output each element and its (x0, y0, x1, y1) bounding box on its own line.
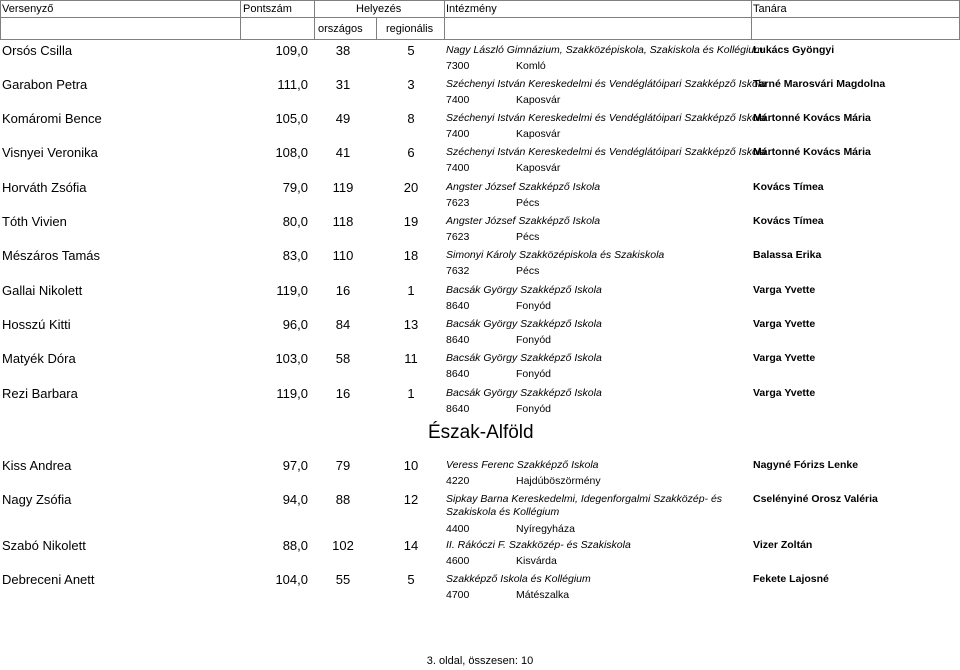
competitor-name: Visnyei Veronika (2, 145, 98, 160)
teacher-name: Vizer Zoltán (753, 539, 813, 551)
regional-rank: 3 (407, 77, 415, 92)
national-rank: 58 (335, 351, 351, 366)
regional-rank: 1 (407, 386, 415, 401)
table-row (0, 281, 960, 315)
postal-code: 7400 (446, 94, 470, 106)
table-row (0, 315, 960, 349)
points-value: 105,0 (275, 111, 308, 126)
competitor-name: Debreceni Anett (2, 572, 95, 587)
city-name: Pécs (516, 265, 540, 277)
national-rank: 84 (335, 317, 351, 332)
header-divider (751, 0, 752, 40)
header-divider (314, 0, 315, 40)
points-value: 80,0 (282, 214, 308, 229)
postal-code: 4600 (446, 555, 470, 567)
points-value: 88,0 (282, 538, 308, 553)
table-row (0, 349, 960, 383)
national-rank: 88 (335, 492, 351, 507)
national-rank: 16 (335, 386, 351, 401)
city-name: Kaposvár (516, 94, 561, 106)
header-divider (444, 0, 445, 40)
points-value: 83,0 (282, 248, 308, 263)
competitor-name: Gallai Nikolett (2, 283, 83, 298)
national-rank: 118 (332, 214, 354, 229)
city-name: Komló (516, 60, 546, 72)
national-rank: 79 (335, 458, 351, 473)
school-name: Angster József Szakképző Iskola (446, 181, 601, 193)
national-rank: 16 (335, 283, 351, 298)
points-value: 111,0 (277, 77, 308, 92)
page-footer: 3. oldal, összesen: 10 (426, 655, 534, 667)
school-name: Angster József Szakképző Iskola (446, 215, 601, 227)
school-name: Szakképző Iskola és Kollégium (446, 573, 591, 585)
regional-rank: 11 (404, 351, 418, 366)
header-divider (376, 18, 377, 40)
regional-rank: 6 (407, 145, 415, 160)
teacher-name: Varga Yvette (753, 387, 816, 399)
header-divider (240, 0, 241, 40)
city-name: Pécs (516, 197, 540, 209)
city-name: Fonyód (516, 334, 552, 346)
school-name: Simonyi Károly Szakközépiskola és Szakiskola (446, 249, 665, 261)
city-name: Fonyód (516, 403, 552, 415)
teacher-name: Cselényiné Orosz Valéria (753, 493, 878, 505)
region-heading: Észak-Alföld (428, 422, 534, 443)
city-name: Mátészalka (516, 589, 570, 601)
postal-code: 7632 (446, 265, 470, 277)
table-row (0, 109, 960, 143)
school-name: Bacsák György Szakképző Iskola (446, 352, 602, 364)
postal-code: 7300 (446, 60, 470, 72)
school-name: Széchenyi István Kereskedelmi és Vendéglátóipari Szakképző Iskola (446, 146, 767, 158)
postal-code: 8640 (446, 300, 470, 312)
national-rank: 102 (332, 538, 354, 553)
postal-code: 4700 (446, 589, 470, 601)
national-rank: 31 (335, 77, 351, 92)
competitor-name: Hosszú Kitti (2, 317, 71, 332)
competitor-name: Horváth Zsófia (2, 180, 87, 195)
teacher-name: Mártonné Kovács Mária (753, 146, 871, 158)
header-top-border (0, 0, 960, 1)
table-row (0, 212, 960, 246)
competitor-name: Garabon Petra (2, 77, 88, 92)
regional-rank: 12 (403, 492, 419, 507)
table-row (0, 456, 960, 490)
header-institution: Intézmény (446, 3, 497, 15)
points-value: 97,0 (282, 458, 308, 473)
school-name: Veress Ferenc Szakképző Iskola (446, 459, 599, 471)
teacher-name: Kovács Tímea (753, 181, 824, 193)
teacher-name: Kovács Tímea (753, 215, 824, 227)
header-national: országos (318, 23, 363, 35)
teacher-name: Fekete Lajosné (753, 573, 829, 585)
table-row (0, 384, 960, 418)
competitor-name: Komáromi Bence (2, 111, 102, 126)
city-name: Pécs (516, 231, 540, 243)
regional-rank: 13 (403, 317, 419, 332)
competitor-name: Szabó Nikolett (2, 538, 86, 553)
regional-rank: 14 (403, 538, 419, 553)
national-rank: 38 (335, 43, 351, 58)
table-row (0, 178, 960, 212)
school-name: Széchenyi István Kereskedelmi és Vendéglátóipari Szakképző Iskola (446, 78, 767, 90)
teacher-name: Nagyné Fórizs Lenke (753, 459, 859, 471)
postal-code: 7623 (446, 231, 470, 243)
points-value: 119,0 (276, 283, 308, 298)
school-name: Nagy László Gimnázium, Szakközépiskola, Szakiskola és Kollégium (446, 44, 763, 56)
table-row (0, 41, 960, 75)
city-name: Kaposvár (516, 162, 561, 174)
regional-rank: 18 (403, 248, 419, 263)
points-value: 79,0 (282, 180, 308, 195)
postal-code: 7400 (446, 128, 470, 140)
postal-code: 7623 (446, 197, 470, 209)
points-value: 109,0 (275, 43, 308, 58)
regional-rank: 20 (403, 180, 419, 195)
table-row (0, 490, 960, 538)
city-name: Hajdúböszörmény (516, 475, 601, 487)
school-name: Bacsák György Szakképző Iskola (446, 318, 602, 330)
school-name: Bacsák György Szakképző Iskola (446, 284, 602, 296)
postal-code: 8640 (446, 368, 470, 380)
teacher-name: Lukács Gyöngyi (753, 44, 835, 56)
header-rank: Helyezés (356, 3, 402, 15)
regional-rank: 10 (403, 458, 419, 473)
teacher-name: Tarné Marosvári Magdolna (753, 78, 886, 90)
header-middle-border (0, 17, 960, 18)
regional-rank: 5 (407, 572, 415, 587)
postal-code: 7400 (446, 162, 470, 174)
competitor-name: Nagy Zsófia (2, 492, 72, 507)
points-value: 103,0 (275, 351, 308, 366)
header-competitor: Versenyző (2, 3, 54, 15)
teacher-name: Varga Yvette (753, 318, 816, 330)
regional-rank: 8 (407, 111, 415, 126)
city-name: Fonyód (516, 368, 552, 380)
header-bottom-border (0, 39, 960, 40)
table-row (0, 570, 960, 604)
national-rank: 41 (335, 145, 351, 160)
points-value: 119,0 (276, 386, 308, 401)
header-points: Pontszám (243, 3, 292, 15)
points-value: 104,0 (275, 572, 308, 587)
school-name: II. Rákóczi F. Szakközép- és Szakiskola (446, 539, 631, 551)
points-value: 96,0 (282, 317, 308, 332)
competitor-name: Kiss Andrea (2, 458, 72, 473)
points-value: 108,0 (275, 145, 308, 160)
header-teacher: Tanára (753, 3, 787, 15)
competitor-name: Mészáros Tamás (2, 248, 101, 263)
postal-code: 8640 (446, 334, 470, 346)
city-name: Kaposvár (516, 128, 561, 140)
competitor-name: Matyék Dóra (2, 351, 76, 366)
teacher-name: Varga Yvette (753, 352, 816, 364)
regional-rank: 19 (403, 214, 419, 229)
table-row (0, 246, 960, 280)
school-name: Széchenyi István Kereskedelmi és Vendéglátóipari Szakképző Iskola (446, 112, 767, 124)
school-name: Sipkay Barna Kereskedelmi, Idegenforgalmi Szakközép- és Szakiskola és Kollégium (446, 493, 723, 518)
postal-code: 8640 (446, 403, 470, 415)
national-rank: 49 (335, 111, 351, 126)
teacher-name: Balassa Erika (753, 249, 822, 261)
competitor-name: Tóth Vivien (2, 214, 67, 229)
table-header (0, 0, 960, 40)
header-regional: regionális (386, 23, 434, 35)
header-divider (0, 0, 1, 40)
city-name: Kisvárda (516, 555, 557, 567)
city-name: Nyíregyháza (516, 523, 575, 535)
competitor-name: Orsós Csilla (2, 43, 73, 58)
regional-rank: 5 (407, 43, 415, 58)
postal-code: 4220 (446, 475, 470, 487)
table-row (0, 143, 960, 177)
national-rank: 110 (332, 248, 354, 263)
competitor-name: Rezi Barbara (2, 386, 78, 401)
table-row (0, 75, 960, 109)
teacher-name: Varga Yvette (753, 284, 816, 296)
postal-code: 4400 (446, 523, 470, 535)
teacher-name: Mártonné Kovács Mária (753, 112, 871, 124)
national-rank: 119 (332, 180, 354, 195)
table-row (0, 536, 960, 570)
regional-rank: 1 (407, 283, 415, 298)
city-name: Fonyód (516, 300, 552, 312)
points-value: 94,0 (282, 492, 308, 507)
school-name: Bacsák György Szakképző Iskola (446, 387, 602, 399)
national-rank: 55 (335, 572, 351, 587)
